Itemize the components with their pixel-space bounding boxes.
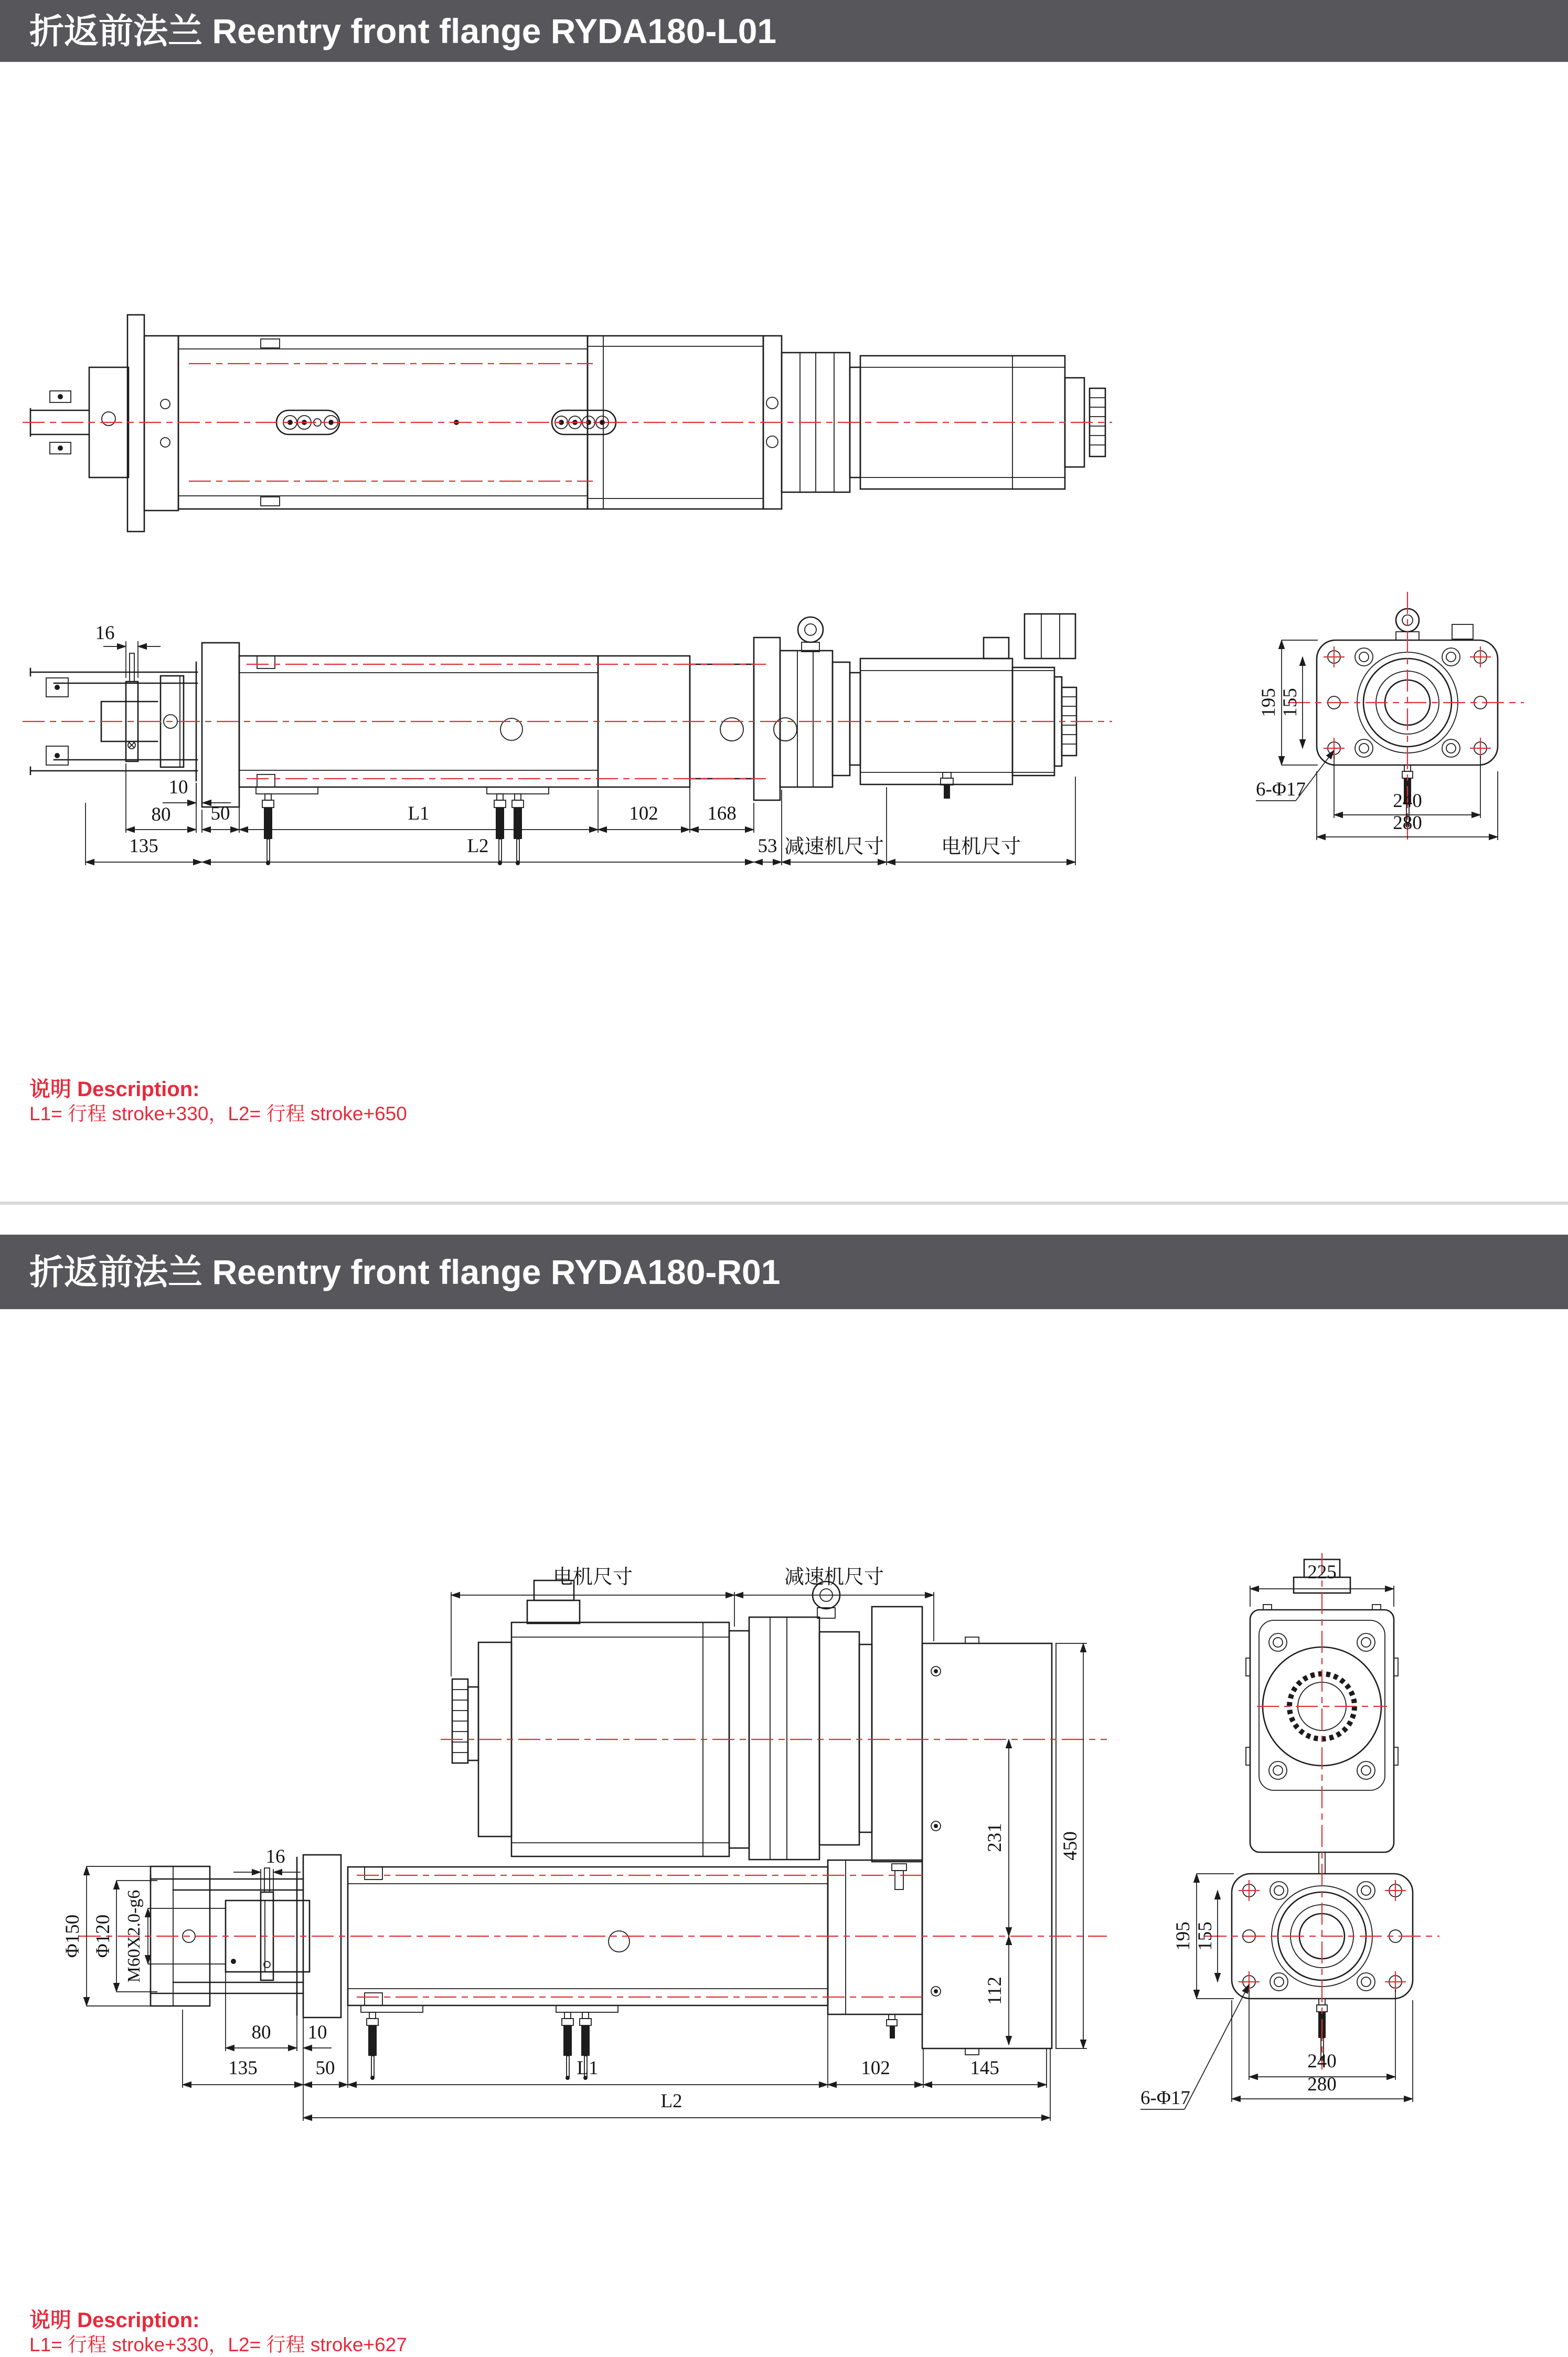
- dim-80-label: 80: [251, 2022, 271, 2043]
- dim-holes-label: 6-Φ17: [1256, 779, 1306, 800]
- dim-135-label: 135: [129, 835, 158, 857]
- r01-title: 折返前法兰 Reentry front flange RYDA180-R01: [29, 1252, 781, 1291]
- dim-10-label: 10: [168, 777, 188, 798]
- l01-end-view: [1256, 592, 1524, 840]
- r01-dimensions: [62, 1566, 1087, 2121]
- l01-drawing: [0, 63, 1568, 1076]
- dim-102-label: 102: [861, 2057, 890, 2079]
- dim-16-label: 16: [265, 1846, 285, 1867]
- page-divider: [0, 1202, 1568, 1205]
- dim-145-label: 145: [970, 2057, 999, 2079]
- dim-450-label: 450: [1060, 1831, 1081, 1861]
- dim-102-label: 102: [629, 803, 658, 824]
- r01-description-title: 说明 Description:: [29, 2309, 200, 2332]
- dim-16-label: 16: [95, 622, 115, 644]
- dim-reducer-label: 减速机尺寸: [784, 836, 884, 858]
- l01-grease-fitting: [941, 772, 953, 799]
- dim-225-label: 225: [1307, 1562, 1337, 1583]
- r01-header-bar: [0, 1235, 1568, 1309]
- dim-135-label: 135: [228, 2057, 258, 2079]
- dim-50-label: 50: [210, 803, 230, 824]
- r01-sensor-probe-front: [367, 2012, 378, 2080]
- r01-description-line: L1= 行程 stroke+330，L2= 行程 stroke+627: [29, 2334, 407, 2355]
- dim-phi150-label: Φ150: [62, 1914, 83, 1958]
- dim-l1-label: L1: [577, 2057, 599, 2079]
- dim-195-label: 195: [1258, 688, 1279, 717]
- dim-l1-label: L1: [408, 803, 430, 824]
- dim-l2-label: L2: [467, 835, 489, 857]
- dim-phi120-label: Φ120: [92, 1914, 114, 1958]
- dim-reducer-label: 减速机尺寸: [784, 1566, 884, 1588]
- r01-end-view: [1140, 1553, 1439, 2109]
- dim-240-label: 240: [1307, 2051, 1337, 2072]
- dim-231-label: 231: [984, 1823, 1006, 1852]
- l01-header-bar: [0, 0, 1568, 62]
- dim-280-label: 280: [1393, 812, 1422, 834]
- l01-description: [29, 1077, 407, 1126]
- l01-description-title: 说明 Description:: [29, 1078, 200, 1101]
- dim-80-label: 80: [151, 804, 171, 825]
- r01-motor-assembly: [452, 1580, 1056, 2055]
- r01-cylinder: [79, 1739, 1107, 2080]
- dim-50-label: 50: [315, 2057, 335, 2079]
- dim-l2-label: L2: [660, 2090, 682, 2112]
- dim-155-label: 155: [1279, 688, 1301, 717]
- dim-168-label: 168: [707, 803, 737, 824]
- dim-240-label: 240: [1393, 790, 1422, 812]
- dim-280-label: 280: [1307, 2074, 1337, 2095]
- dim-10-label: 10: [307, 2022, 327, 2043]
- dim-53-label: 53: [758, 835, 777, 857]
- dim-motor-label: 电机尺寸: [552, 1566, 633, 1588]
- dim-motor-label: 电机尺寸: [941, 836, 1021, 858]
- dim-m60-label: M60X2.0-g6: [124, 1889, 144, 1983]
- l01-top-view: [23, 315, 1112, 532]
- r01-drawing: [0, 1312, 1568, 2303]
- dim-holes-label: 6-Φ17: [1140, 2087, 1190, 2109]
- dim-112-label: 112: [984, 1976, 1006, 2005]
- r01-grease-fitting: [887, 2014, 897, 2039]
- l01-side-view: [23, 614, 1112, 865]
- l01-title: 折返前法兰 Reentry front flange RYDA180-L01: [29, 12, 777, 50]
- dim-155-label: 155: [1194, 1921, 1216, 1951]
- dim-195-label: 195: [1172, 1921, 1194, 1951]
- r01-description: [29, 2308, 407, 2357]
- l01-description-line: L1= 行程 stroke+330，L2= 行程 stroke+650: [29, 1103, 407, 1124]
